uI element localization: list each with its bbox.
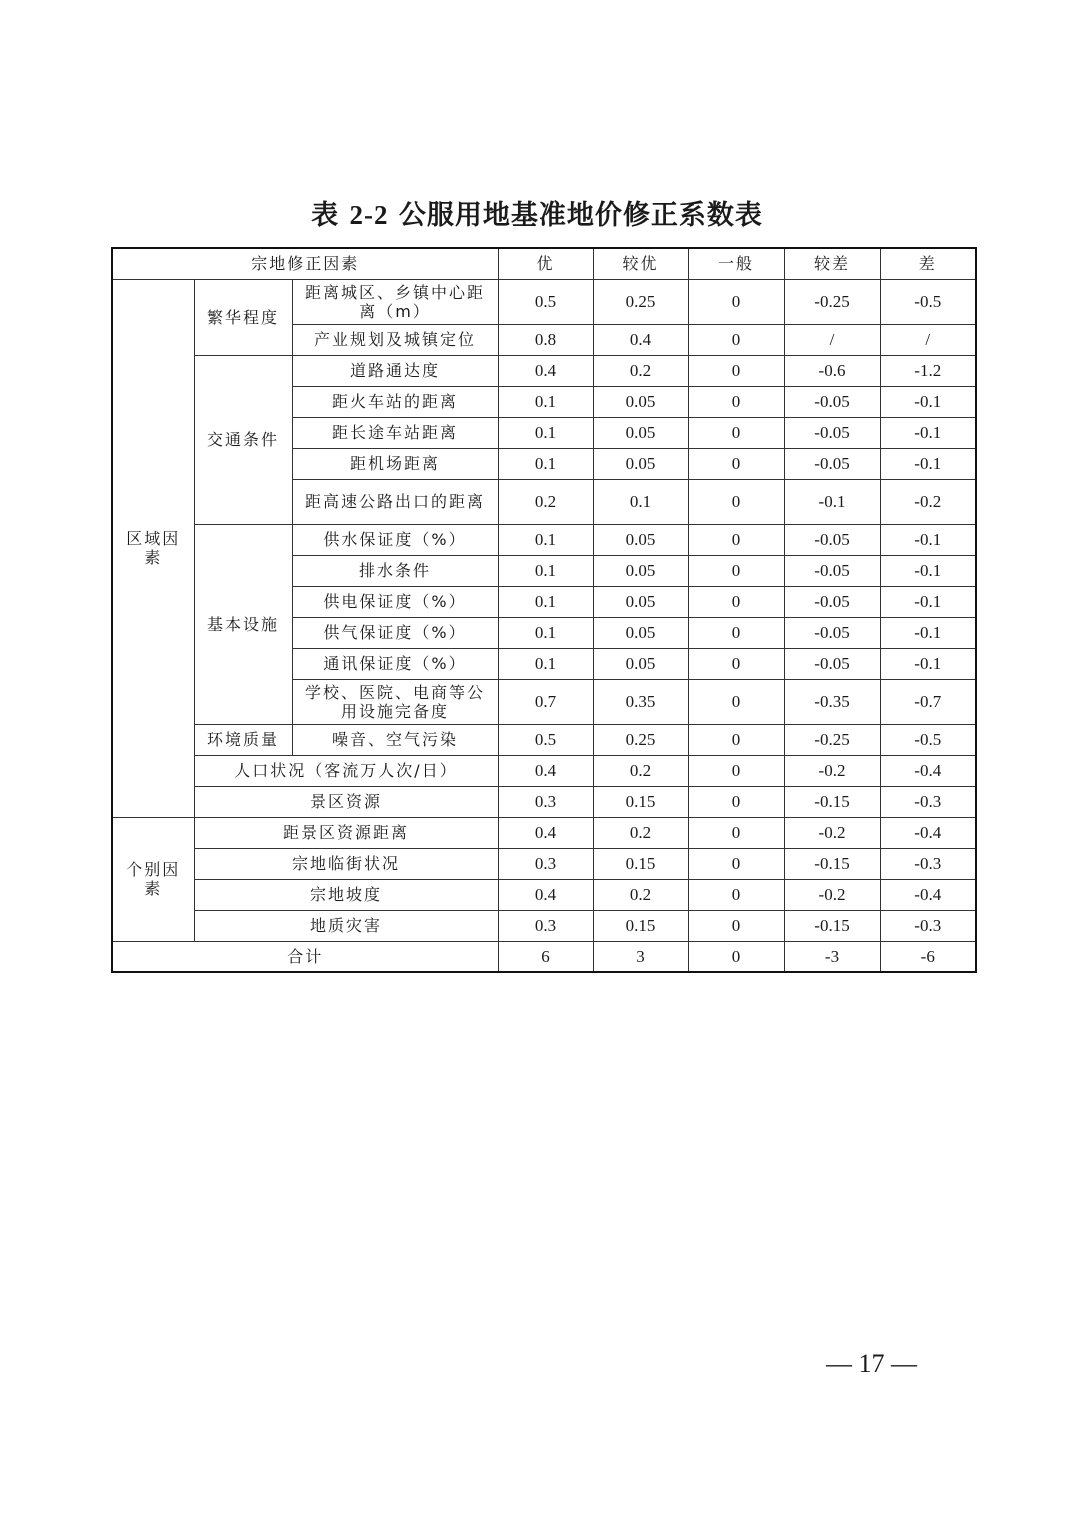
- total-value: -3: [784, 941, 880, 972]
- value-cell: -0.05: [784, 617, 880, 648]
- value-cell: -0.1: [880, 524, 976, 555]
- row-label: 供水保证度（%）: [292, 524, 498, 555]
- value-cell: 0.5: [498, 724, 593, 755]
- value-cell: 0: [688, 279, 784, 324]
- value-cell: 0.7: [498, 679, 593, 724]
- value-cell: -0.5: [880, 279, 976, 324]
- value-cell: 0.4: [498, 355, 593, 386]
- value-cell: 0.05: [593, 524, 688, 555]
- value-cell: -0.05: [784, 586, 880, 617]
- value-cell: 0.2: [593, 755, 688, 786]
- value-cell: 0.15: [593, 786, 688, 817]
- value-cell: -0.05: [784, 524, 880, 555]
- header-row: [112, 248, 976, 279]
- value-cell: 0.4: [498, 755, 593, 786]
- header-col2: 较优: [593, 248, 688, 279]
- value-cell: -0.5: [880, 724, 976, 755]
- value-cell: 0.4: [498, 817, 593, 848]
- value-cell: 0: [688, 817, 784, 848]
- value-cell: -0.4: [880, 817, 976, 848]
- value-cell: -0.4: [880, 879, 976, 910]
- value-cell: 0.3: [498, 848, 593, 879]
- value-cell: -0.3: [880, 848, 976, 879]
- value-cell: -0.2: [784, 817, 880, 848]
- value-cell: -0.35: [784, 679, 880, 724]
- value-cell: -0.15: [784, 848, 880, 879]
- value-cell: -0.25: [784, 279, 880, 324]
- value-cell: 0.25: [593, 724, 688, 755]
- value-cell: 0: [688, 724, 784, 755]
- value-cell: 0: [688, 786, 784, 817]
- value-cell: 0: [688, 586, 784, 617]
- value-cell: -0.1: [880, 386, 976, 417]
- value-cell: 0.15: [593, 910, 688, 941]
- table-row: [112, 279, 976, 324]
- value-cell: -1.2: [880, 355, 976, 386]
- value-cell: -0.2: [784, 879, 880, 910]
- total-value: 0: [688, 941, 784, 972]
- header-factor: 宗地修正因素: [112, 248, 498, 279]
- value-cell: 0.1: [498, 524, 593, 555]
- value-cell: 0.1: [593, 479, 688, 524]
- value-cell: 0.3: [498, 786, 593, 817]
- value-cell: -0.25: [784, 724, 880, 755]
- value-cell: 0.1: [498, 586, 593, 617]
- header-col5: 差: [880, 248, 976, 279]
- value-cell: 0: [688, 417, 784, 448]
- value-cell: -0.2: [784, 755, 880, 786]
- group-regional: 区域因素: [112, 279, 194, 817]
- value-cell: 0.2: [593, 355, 688, 386]
- total-value: 3: [593, 941, 688, 972]
- total-label: 合计: [112, 941, 498, 972]
- value-cell: 0.1: [498, 648, 593, 679]
- value-cell: 0: [688, 386, 784, 417]
- value-cell: -0.1: [880, 586, 976, 617]
- row-label: 排水条件: [292, 555, 498, 586]
- value-cell: -0.05: [784, 648, 880, 679]
- value-cell: /: [784, 324, 880, 355]
- row-label: 学校、医院、电商等公用设施完备度: [292, 679, 498, 724]
- row-label: 人口状况（客流万人次/日）: [194, 755, 498, 786]
- value-cell: 0.4: [593, 324, 688, 355]
- value-cell: 0.05: [593, 586, 688, 617]
- row-label: 产业规划及城镇定位: [292, 324, 498, 355]
- row-label: 景区资源: [194, 786, 498, 817]
- value-cell: 0.05: [593, 386, 688, 417]
- value-cell: -0.05: [784, 417, 880, 448]
- value-cell: 0.2: [593, 879, 688, 910]
- value-cell: 0: [688, 755, 784, 786]
- group-individual: 个别因素: [112, 817, 194, 941]
- value-cell: 0.1: [498, 386, 593, 417]
- value-cell: /: [880, 324, 976, 355]
- row-label: 噪音、空气污染: [292, 724, 498, 755]
- value-cell: 0.2: [593, 817, 688, 848]
- value-cell: -0.15: [784, 786, 880, 817]
- group-prosperity: 繁华程度: [194, 279, 292, 355]
- value-cell: -0.4: [880, 755, 976, 786]
- value-cell: 0.05: [593, 648, 688, 679]
- total-value: -6: [880, 941, 976, 972]
- row-label: 供气保证度（%）: [292, 617, 498, 648]
- value-cell: 0.1: [498, 617, 593, 648]
- value-cell: 0.5: [498, 279, 593, 324]
- table-row: [112, 817, 976, 848]
- value-cell: 0.4: [498, 879, 593, 910]
- value-cell: -0.2: [880, 479, 976, 524]
- value-cell: 0: [688, 448, 784, 479]
- value-cell: -0.1: [880, 448, 976, 479]
- table-row: [112, 524, 976, 555]
- value-cell: 0: [688, 324, 784, 355]
- row-label: 距高速公路出口的距离: [292, 479, 498, 524]
- value-cell: 0.1: [498, 555, 593, 586]
- total-row: [112, 941, 976, 972]
- table-row: [112, 355, 976, 386]
- table-row: [112, 724, 976, 755]
- value-cell: 0.05: [593, 448, 688, 479]
- row-label: 供电保证度（%）: [292, 586, 498, 617]
- header-col1: 优: [498, 248, 593, 279]
- header-col3: 一般: [688, 248, 784, 279]
- row-label: 距景区资源距离: [194, 817, 498, 848]
- header-col4: 较差: [784, 248, 880, 279]
- value-cell: 0.05: [593, 555, 688, 586]
- table-row: [112, 786, 976, 817]
- value-cell: 0.1: [498, 417, 593, 448]
- group-infrastructure: 基本设施: [194, 524, 292, 724]
- value-cell: -0.6: [784, 355, 880, 386]
- value-cell: -0.7: [880, 679, 976, 724]
- value-cell: 0: [688, 910, 784, 941]
- row-label: 宗地坡度: [194, 879, 498, 910]
- value-cell: 0.25: [593, 279, 688, 324]
- row-label: 宗地临街状况: [194, 848, 498, 879]
- value-cell: 0: [688, 848, 784, 879]
- group-traffic: 交通条件: [194, 355, 292, 524]
- table-row: [112, 910, 976, 941]
- row-label: 道路通达度: [292, 355, 498, 386]
- value-cell: 0: [688, 617, 784, 648]
- row-label: 地质灾害: [194, 910, 498, 941]
- correction-coefficient-table: [111, 247, 977, 973]
- value-cell: -0.15: [784, 910, 880, 941]
- value-cell: -0.05: [784, 555, 880, 586]
- table-title: 表 2-2 公服用地基准地价修正系数表: [311, 200, 763, 231]
- value-cell: 0: [688, 648, 784, 679]
- value-cell: -0.3: [880, 910, 976, 941]
- group-environment: 环境质量: [194, 724, 292, 755]
- table-row: [112, 879, 976, 910]
- row-label: 距机场距离: [292, 448, 498, 479]
- value-cell: -0.3: [880, 786, 976, 817]
- value-cell: -0.1: [784, 479, 880, 524]
- value-cell: 0.05: [593, 617, 688, 648]
- row-label: 距火车站的距离: [292, 386, 498, 417]
- value-cell: 0: [688, 355, 784, 386]
- value-cell: 0: [688, 679, 784, 724]
- page-number: — 17 —: [826, 1349, 917, 1378]
- value-cell: -0.1: [880, 555, 976, 586]
- value-cell: 0: [688, 879, 784, 910]
- value-cell: 0.2: [498, 479, 593, 524]
- value-cell: 0.8: [498, 324, 593, 355]
- table-row: [112, 848, 976, 879]
- value-cell: 0.35: [593, 679, 688, 724]
- row-label: 通讯保证度（%）: [292, 648, 498, 679]
- value-cell: 0.3: [498, 910, 593, 941]
- value-cell: -0.1: [880, 417, 976, 448]
- value-cell: -0.1: [880, 617, 976, 648]
- value-cell: 0.05: [593, 417, 688, 448]
- total-value: 6: [498, 941, 593, 972]
- value-cell: 0: [688, 479, 784, 524]
- row-label: 距离城区、乡镇中心距离（m）: [292, 279, 498, 324]
- value-cell: 0: [688, 524, 784, 555]
- value-cell: 0: [688, 555, 784, 586]
- value-cell: -0.05: [784, 386, 880, 417]
- value-cell: 0.1: [498, 448, 593, 479]
- value-cell: -0.1: [880, 648, 976, 679]
- value-cell: 0.15: [593, 848, 688, 879]
- table-row: [112, 755, 976, 786]
- value-cell: -0.05: [784, 448, 880, 479]
- row-label: 距长途车站距离: [292, 417, 498, 448]
